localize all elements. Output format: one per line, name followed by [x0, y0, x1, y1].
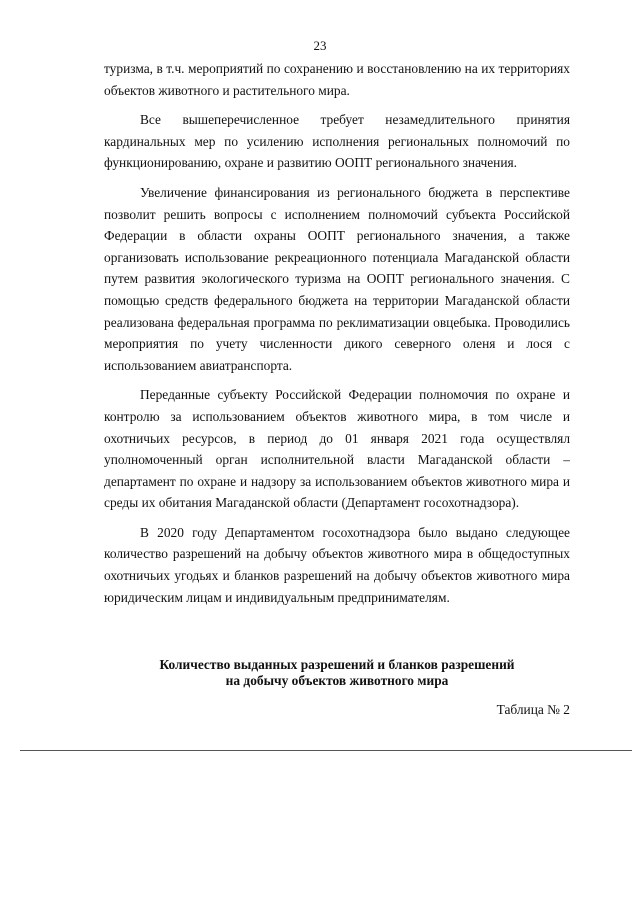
- page-number: 23: [313, 38, 327, 53]
- paragraph-permits: В 2020 году Департаментом госохотнадзора было выдано следующее количество разрешений на добычу объектов животного мира в общедоступных охотничьих угодьях и бланков разрешений на добычу объектов животного мира юридическим лицам и индивидуальным предпринимателям.: [104, 524, 570, 605]
- table-title-line-2: на добычу объектов животного мира: [225, 673, 449, 688]
- table-title-line-1: Количество выданных разрешений и бланков разрешений: [159, 657, 515, 672]
- page-divider: [20, 750, 632, 751]
- table-title: [104, 657, 570, 689]
- paragraph-powers: Переданные субъекту Российской Федерации полномочия по охране и контролю за использованием объектов животного мира, в том числе и охотничьих ресурсов, в период до 01 января 2021 года осуществлял уполномоченный орган исполнительной власти Магаданской области – департамент по охране и надзору за использованием объектов животного мира и среды их обитания Магаданской области (Департамент госохотнадзора).: [104, 387, 570, 511]
- paragraph-funding: Увеличение финансирования из регионального бюджета в перспективе позволит решить вопросы с исполнением полномочий субъекта Российской Федерации в области охраны ООПТ регионального значения, а также организовать использование рекреационного потенциала Магаданской области путем развития экологического туризма на ООПТ регионального значения. С помощью средств федерального бюджета на территории Магаданской области реализована федеральная программа по реклиматизации овцебыка. Проводились мероприятия по учету численности дикого северного оленя и лося с использованием авиатранспорта.: [104, 184, 570, 373]
- table-number-label: Таблица № 2: [496, 702, 570, 717]
- document-body: [104, 58, 570, 616]
- paragraph-continuation: туризма, в т.ч. мероприятий по сохранению и восстановлению на их территориях объектов животного и растительного мира.: [104, 61, 570, 98]
- paragraph-measures: Все вышеперечисленное требует незамедлительного принятия кардинальных мер по усилению исполнения региональных полномочий по функционированию, охране и развитию ООПТ регионального значения.: [104, 112, 570, 171]
